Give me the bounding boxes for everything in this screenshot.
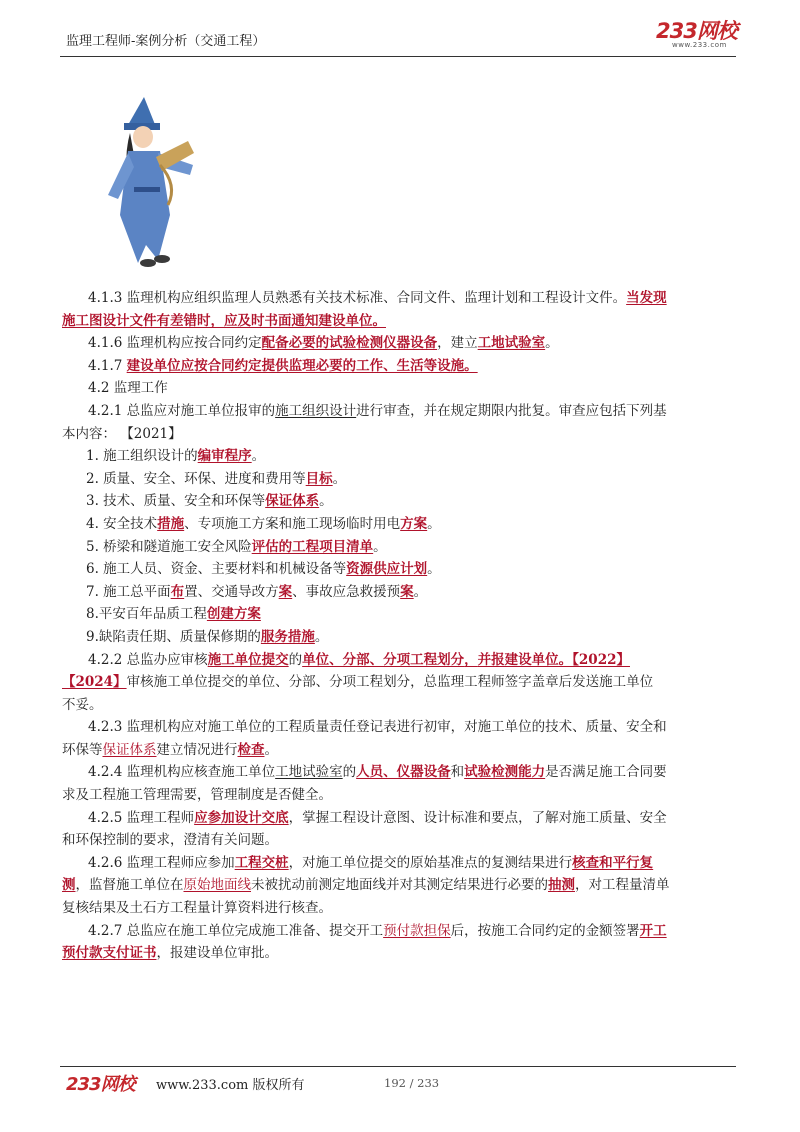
document-body [62,287,742,965]
para-4-2-4: 4.2.4 监理机构应核查施工单位工地试验室的人员、仪器设备和试验检测能力是否满足施工合同要 [88,764,667,781]
logo-text: 233网校 [656,19,737,43]
header-title: 监理工程师-案例分析（交通工程） [66,34,266,49]
para-4-2-5-cont: 和环保控制的要求，澄清有关问题。 [62,832,278,849]
para-4-2-7-cont: 预付款支付证书，报建设单位审批。 [62,945,278,962]
para-4-1-3-cont: 施工图设计文件有差错时，应及时书面通知建设单位。 [62,312,386,329]
para-4-1-3: 4.1.3 监理机构应组织监理人员熟悉有关技术标准、合同文件、监理计划和工程设计文件。当发现 [88,290,667,306]
para-4-2-4-cont: 求及工程施工管理需要，管理制度是否健全。 [62,787,332,804]
footer-rule [60,1066,736,1067]
para-4-1-7: 4.1.7 建设单位应按合同约定提供监理必要的工作、生活等设施。 [88,357,478,374]
para-4-2-2-end: 不妥。 [62,696,103,713]
para-4-2-3-cont: 环保等保证体系建立情况进行检查。 [62,741,278,758]
para-4-2-3: 4.2.3 监理机构应对施工单位的工程质量责任登记表进行初审，对施工单位的技术、质量、安全和 [88,719,667,736]
list-item: 5. 桥梁和隧道施工安全风险评估的工程项目清单。 [86,538,387,555]
brand-logo[interactable] [656,20,736,48]
logo-url: www.233.com [672,41,727,49]
para-4-2-2-cont: 【2024】审核施工单位提交的单位、分部、分项工程划分，总监理工程师签字盖章后发送施工单位 [62,674,654,691]
list-item: 6. 施工人员、资金、主要材料和机械设备等资源供应计划。 [86,561,441,578]
list-item: 2. 质量、安全、环保、进度和费用等目标。 [86,470,347,487]
illustration-figure [98,95,208,270]
footer-logo[interactable]: 233网校 [66,1074,135,1095]
list-item: 9.缺陷责任期、质量保修期的服务措施。 [86,628,329,645]
list-item: 3. 技术、质量、安全和环保等保证体系。 [86,493,333,510]
page-number: 192 / 233 [384,1076,440,1090]
para-4-2-5: 4.2.5 监理工程师应参加设计交底，掌握工程设计意图、设计标准和要点，了解对施工质量、安全 [88,809,667,826]
para-4-2-1-cont: 本内容： 【2021】 [62,425,182,442]
list-item: 1. 施工组织设计的编审程序。 [86,448,266,465]
list-item: 7. 施工总平面布置、交通导改方案、事故应急救援预案。 [86,583,428,600]
section-heading-4-2: 4.2 监理工作 [88,380,168,397]
list-item: 8.平安百年品质工程创建方案 [86,606,261,623]
para-4-2-1: 4.2.1 总监应对施工单位报审的施工组织设计进行审查，并在规定期限内批复。审查应包括下列基 [88,402,667,419]
list-item: 4. 安全技术措施、专项施工方案和施工现场临时用电方案。 [86,515,441,532]
para-4-2-6: 4.2.6 监理工程师应参加工程交桩，对施工单位提交的原始基准点的复测结果进行核查和平行复 [88,854,654,871]
para-4-2-6-end: 复核结果及土石方工程量计算资料进行核查。 [62,900,332,917]
header-rule [60,56,736,57]
para-4-2-2: 4.2.2 总监办应审核施工单位提交的单位、分部、分项工程划分，并报建设单位。【2022】 [88,651,630,668]
para-4-1-6: 4.1.6 监理机构应按合同约定配备必要的试验检测仪器设备，建立工地试验室。 [88,335,559,352]
para-4-2-6-cont: 测，监督施工单位在原始地面线未被扰动前测定地面线并对其测定结果进行必要的抽测，对工程量清单 [62,877,670,894]
footer-copyright: www.233.com 版权所有 [156,1078,305,1093]
para-4-2-7: 4.2.7 总监应在施工单位完成施工准备、提交开工预付款担保后，按施工合同约定的金额签署开工 [88,922,667,939]
